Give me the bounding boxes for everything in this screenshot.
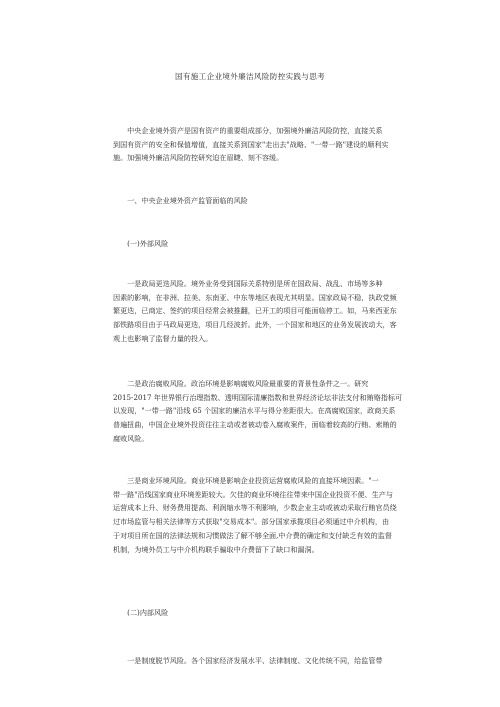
document-title: 国有施工企业境外廉洁风险防控实践与思考 — [175, 72, 325, 81]
text-line: 一是政局更迭风险。境外业务受到国际关系特别是所在国政局、战乱、市场等多种 — [113, 279, 383, 288]
text-line: 以发现，"一带一路"沿线 65 个国家的廉洁水平与得分差距很大。在高腐败国家，政商关系 — [113, 406, 396, 416]
text-line: 腐败风险。 — [113, 433, 149, 443]
text-line: 过市场监管与相关法律等方式获取"交易成本"。部分国家承揽项目必须通过中介机构，由 — [113, 517, 390, 527]
text-line: 繁更迭，已商定、签约的项目经常会被推翻，已开工的项目可能面临停工。如，马来西亚东 — [113, 306, 397, 316]
subsection-heading-external: (一)外部风险 — [113, 239, 169, 248]
text-line: 机制，为境外员工与中介机构联手骗取中介费留下了缺口和漏洞。 — [113, 544, 319, 554]
text-line: 运营成本上升、财务费用提高、利润缩水等不利影响，少数企业主动或被动采取行贿官员绕 — [113, 503, 397, 513]
intro-paragraph — [113, 124, 398, 165]
subsection-heading-internal: (二)内部风险 — [113, 608, 169, 617]
section-heading: 一、中央企业境外资产监管面临的风险 — [113, 196, 248, 205]
text-line: 普遍扭曲，中国企业境外投资往往主动或者被动卷入腐败案件，面临着较高的行贿、索贿的 — [113, 420, 397, 430]
text-line: 一是制度脱节风险。各个国家经济发展水平、法律制度、文化传统不同，给监管带 — [113, 656, 383, 665]
text-line: 三是商业环境风险。商业环境是影响企业投资运营腐败风险的直接环境因素。"一 — [113, 476, 379, 485]
text-line: 施。加强境外廉洁风险防控研究迫在眉睫、刻不容缓。 — [113, 153, 284, 163]
text-line: 观上也影响了监督力量的投入。 — [113, 333, 213, 343]
text-line: 部铁路项目由于马政局更迭，项目几经波折。此外，一个国家和地区的业务发展波动大，客 — [113, 320, 397, 330]
text-line: 中央企业境外资产是国有资产的重要组成部分，加强境外廉洁风险防控，直接关系 — [113, 126, 383, 135]
paragraph-institutional-gap — [113, 654, 398, 668]
paragraph-political-corruption — [113, 377, 403, 446]
text-line: 2015-2017 年世界银行治理指数、透明国际清廉指数和世界经济论坛非法支付和贿赂指标可 — [113, 392, 403, 402]
text-line: 于对项目所在国的法律法规和习惯做法了解不够全面,中介费的确定和支付缺乏有效的监督 — [113, 530, 392, 540]
paragraph-political-change — [113, 277, 398, 346]
paragraph-business-environment — [113, 474, 398, 556]
text-line: 带一路"沿线国家商业环境差距较大。欠佳的商业环境往往带来中国企业投资不便、生产与 — [113, 489, 393, 499]
text-line: 因素的影响，在非洲、拉美、东南亚、中东等地区表现尤其明显。国家政局不稳，执政党频 — [113, 292, 397, 302]
text-line: 到国有资产的安全和保值增值，直接关系到国家"走出去"战略、"一带一路"建设的顺利实 — [113, 139, 389, 149]
text-line: 二是政治腐败风险。政治环境是影响腐败风险最重要的背景性条件之一。研究 — [113, 379, 369, 388]
